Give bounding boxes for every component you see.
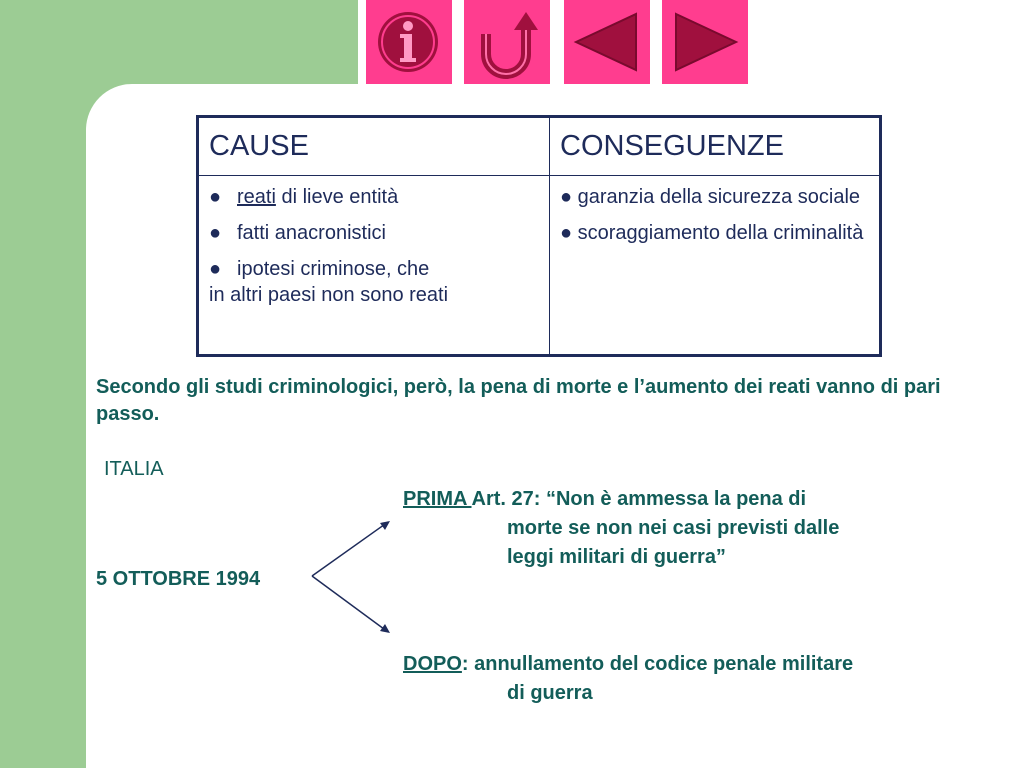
table-header-row <box>198 117 881 176</box>
causes-cell <box>198 176 550 356</box>
table-body-row <box>198 176 881 356</box>
next-arrow-icon <box>662 0 748 84</box>
cause-item-continuation: in altri paesi non sono reati <box>209 284 449 306</box>
prima-link[interactable]: PRIMA <box>403 488 472 510</box>
consequences-list <box>560 184 869 246</box>
date-label: 5 OTTOBRE 1994 <box>96 568 261 590</box>
reati-link[interactable]: reati <box>237 186 276 208</box>
previous-arrow-icon <box>564 0 650 84</box>
return-button[interactable] <box>464 0 550 84</box>
previous-button[interactable] <box>564 0 650 84</box>
country-label: ITALIA <box>104 458 164 480</box>
prima-text-line2: morte se non nei casi previsti dalle <box>507 517 840 539</box>
consequence-item: ● garanzia della sicurezza sociale <box>560 186 861 208</box>
causes-list <box>209 184 539 308</box>
intro-text: Secondo gli studi criminologici, però, la pena di morte e l’aumento dei reati vanno di pari passo. <box>96 376 941 425</box>
info-button[interactable] <box>366 0 452 84</box>
cause-item-text: di lieve entità <box>275 186 399 208</box>
cause-item <box>209 220 539 246</box>
header-cause: CAUSE <box>198 117 550 176</box>
bullet-icon: ● <box>209 186 222 208</box>
prima-text: Art. 27: “Non è ammessa la pena di <box>471 488 807 510</box>
bullet-icon: ● <box>209 222 222 244</box>
cause-item-text: fatti anacronistici <box>237 222 386 244</box>
bullet-icon: ● <box>209 258 222 280</box>
return-icon <box>464 0 550 84</box>
causes-consequences-table <box>196 115 882 357</box>
dopo-text-line2: di guerra <box>507 682 593 704</box>
next-button[interactable] <box>662 0 748 84</box>
consequences-cell <box>550 176 881 356</box>
dopo-link[interactable]: DOPO <box>403 653 462 675</box>
prima-block <box>403 485 963 572</box>
dopo-text: : annullamento del codice penale militare <box>461 653 854 675</box>
header-consequences: CONSEGUENZE <box>550 117 881 176</box>
cause-item-text: ipotesi criminose, che <box>237 258 430 280</box>
dopo-block <box>403 650 1003 708</box>
consequence-item: ● scoraggiamento della criminalità <box>560 222 864 244</box>
branch-arrows <box>300 510 400 640</box>
info-icon <box>366 0 452 84</box>
cause-item <box>209 256 539 308</box>
prima-text-line3: leggi militari di guerra” <box>507 546 726 568</box>
cause-item <box>209 184 539 210</box>
